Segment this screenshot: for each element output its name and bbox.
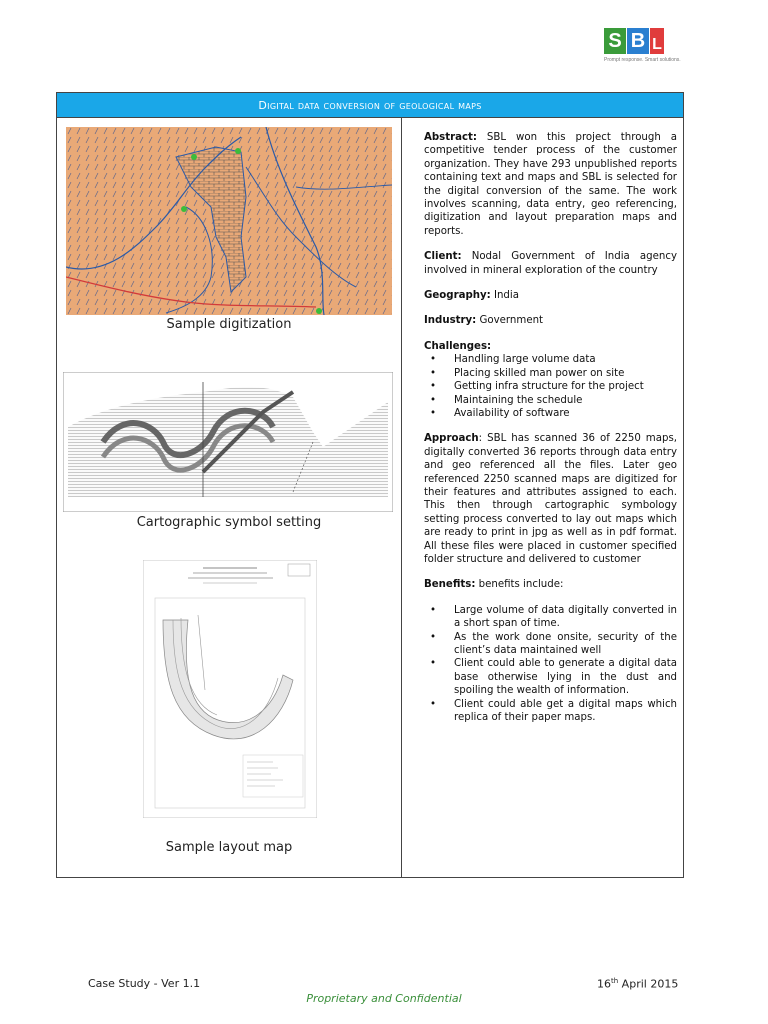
industry-label: Industry: bbox=[424, 315, 477, 327]
footer-date-rest: April 2015 bbox=[618, 977, 679, 991]
list-item: • Large volume of data digitally converted in a short span of time. bbox=[424, 604, 677, 631]
list-item: • As the work done onsite, security of the client’s data maintained well bbox=[424, 631, 677, 658]
geological-map-image bbox=[66, 127, 392, 315]
image-column bbox=[57, 117, 402, 877]
list-item: • Maintaining the schedule bbox=[424, 394, 677, 407]
geography-text: India bbox=[490, 290, 519, 302]
client-paragraph bbox=[424, 250, 677, 277]
abstract-paragraph bbox=[424, 131, 677, 238]
caption-sample-layout-map: Sample layout map bbox=[165, 840, 293, 855]
list-item: • Client could able get a digital maps which replica of their paper maps. bbox=[424, 698, 677, 725]
client-label: Client: bbox=[424, 251, 462, 263]
logo-mark bbox=[604, 28, 676, 54]
logo-letter-b: B bbox=[627, 28, 649, 54]
case-study-table bbox=[56, 92, 684, 878]
geography-paragraph bbox=[424, 289, 677, 302]
footer-date bbox=[597, 977, 678, 991]
benefits-list bbox=[424, 604, 677, 725]
content-columns bbox=[57, 117, 683, 877]
geography-label: Geography: bbox=[424, 290, 491, 302]
list-item: • Client could able to generate a digital data base otherwise lying in the dust and spoiling the wealth of information. bbox=[424, 657, 677, 697]
client-text: Nodal Government of India agency involved in mineral exploration of the country bbox=[424, 251, 677, 276]
footer-date-suffix: th bbox=[611, 977, 619, 985]
benefits-paragraph bbox=[424, 578, 677, 591]
benefits-text: benefits include: bbox=[475, 579, 564, 591]
footer-confidential: Proprietary and Confidential bbox=[306, 992, 462, 1005]
abstract-label: Abstract: bbox=[424, 132, 477, 143]
industry-paragraph bbox=[424, 314, 677, 327]
caption-sample-digitization: Sample digitization bbox=[166, 317, 292, 332]
challenges-paragraph bbox=[424, 340, 677, 353]
approach-text: : SBL has scanned 36 of 2250 maps, digitally converted 36 reports through data entry and geo referenced all the files. Later geo referenced 2250 scanned maps are digitized for their features and attributes assigned to each. This then through cartographic symbology setting process converted to lay out maps which are ready to print in jpg as well as in pdf format. All these files were placed in customer specified folder structure and delivered to customer bbox=[424, 433, 677, 565]
list-item: • Getting infra structure for the project bbox=[424, 380, 677, 393]
challenges-list bbox=[424, 353, 677, 420]
abstract-text: SBL won this project through a competitive tender process of the customer organization. They have 293 unpublished reports containing text and maps and SBL is selected for the digital conversion of the same. The work involves scanning, data entry, geo referencing, digitization and layout preparation maps and reports. bbox=[424, 132, 677, 237]
approach-label: Approach bbox=[424, 433, 479, 445]
caption-cartographic-symbol-setting: Cartographic symbol setting bbox=[136, 515, 322, 530]
footer-date-day: 16 bbox=[597, 977, 611, 991]
layout-map-image bbox=[143, 560, 317, 818]
challenges-label: Challenges: bbox=[424, 340, 492, 352]
approach-paragraph bbox=[424, 432, 677, 566]
section-header: Digital data conversion of geological maps bbox=[57, 93, 683, 118]
list-item: • Placing skilled man power on site bbox=[424, 367, 677, 380]
text-column bbox=[402, 117, 683, 877]
company-logo bbox=[604, 28, 681, 68]
logo-letter-s: S bbox=[604, 28, 626, 54]
cartographic-section-image bbox=[63, 372, 393, 512]
footer-version: Case Study - Ver 1.1 bbox=[88, 977, 201, 990]
logo-tagline: Prompt response. Smart solutions. bbox=[604, 57, 681, 63]
list-item: • Handling large volume data bbox=[424, 353, 677, 366]
logo-letter-l: L bbox=[650, 28, 664, 54]
benefits-label: Benefits: bbox=[424, 579, 476, 591]
list-item: • Availability of software bbox=[424, 407, 677, 420]
industry-text: Government bbox=[476, 315, 544, 327]
